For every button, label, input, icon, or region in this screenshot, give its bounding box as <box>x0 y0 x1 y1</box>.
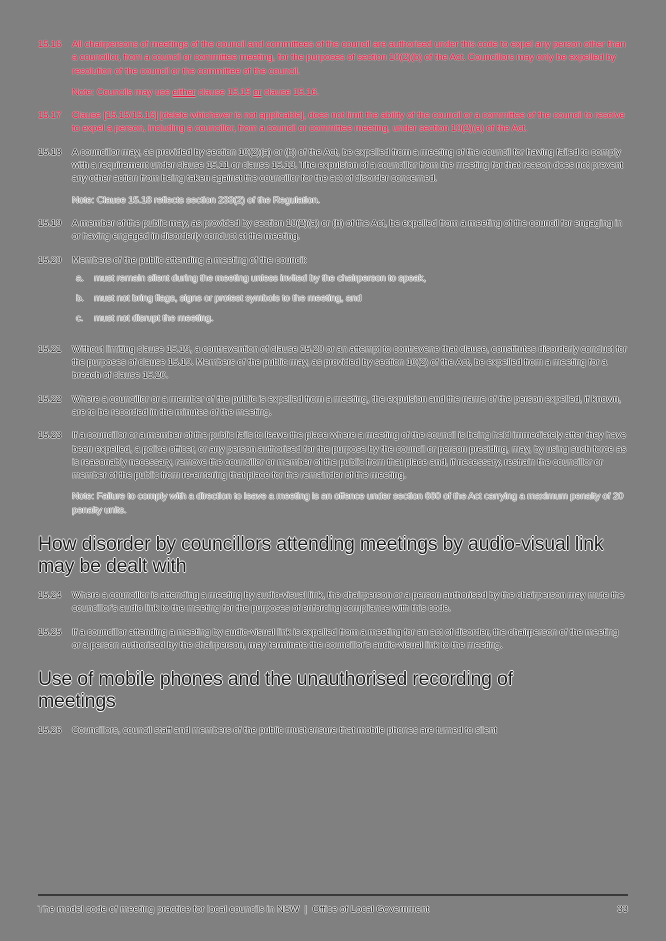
footer-divider <box>38 894 628 896</box>
clause-text: If a councillor attending a meeting by audio-visual link is expelled from a meeting for an act of disorder, the chairperson of the meeting or a person authorised by the chairperson, may terminate the councillor's audio-visual link to the meeting. <box>72 626 619 651</box>
clause-number: 15.23 <box>38 430 62 442</box>
clause-text: If a councillor or a member of the public fails to leave the place where a meeting of the council is being held immediately after they have been expelled, a police officer, or any person authorised for the purpose by the council or person presiding, may, by using such force as is reasonably necessary, remove the councillor or member of the public from that place and, if necessary, restrain the councillor or member of the public from re-entering that place for the remainder of the meeting. <box>72 430 627 482</box>
clause-text: Councillors, council staff and members of the public must ensure that mobile phones are turned to silent <box>72 725 497 737</box>
clause-15-17 <box>38 109 628 136</box>
clause-number: 15.19 <box>38 217 62 229</box>
clause-text: Clause [15.15/15.16] [delete whichever is not applicable], does not limit the ability of the council or a committee of the council to resolve to expel a person, including a councillor, from a council or committee meeting, under section 10(2)(a) of the Act. <box>72 110 625 135</box>
clause-text: A member of the public may, as provided by section 10(2)(a) or (b) of the Act, be expelled from a meeting of the council for engaging in or having engaged in disorderly conduct at the meeting. <box>72 217 623 243</box>
clause-number: 15.16 <box>38 39 62 50</box>
sub-list <box>72 272 628 326</box>
clause-15-20 <box>38 254 628 333</box>
clause-text: Members of the public attending a meeting of the council: <box>72 254 307 266</box>
clause-15-26 <box>38 724 628 737</box>
page-footer <box>38 894 628 915</box>
clause-15-16 <box>38 38 628 99</box>
page-number: 33 <box>617 904 628 915</box>
footer-title: The model code of meeting practice for local councils in NSW | Office of Local Government <box>38 904 430 915</box>
clause-text: Where a councillor or a member of the public is expelled from a meeting, the expulsion and the name of the person expelled, if known, are to be recorded in the minutes of the meeting. <box>72 393 622 418</box>
list-item: a. must remain silent during the meeting unless invited by the chairperson to speak, <box>76 272 426 284</box>
clause-note: Note: Clause 15.18 reflects section 233(2) of the Regulation. <box>72 194 320 206</box>
clause-text: Where a councillor is attending a meeting by audio-visual link, the chairperson or a person authorised by the chairperson may mute the councillor's audio link to the meeting for the purposes of enforcing compliance with this code. <box>72 590 625 615</box>
clause-number: 15.21 <box>38 343 62 355</box>
list-item: c. must not disrupt the meeting. <box>76 313 214 325</box>
document-page <box>38 38 628 748</box>
clause-15-18 <box>38 146 628 207</box>
list-item: b. must not bring flags, signs or protest symbols to the meeting, and <box>76 293 362 305</box>
clause-number: 15.18 <box>38 146 62 158</box>
clause-number: 15.20 <box>38 254 62 266</box>
clause-15-19 <box>38 217 628 244</box>
clause-number: 15.24 <box>38 590 62 602</box>
clause-note: Note: Councils may use either clause 15.15 or clause 15.16. <box>72 86 320 98</box>
clause-note: Note: Failure to comply with a direction to leave a meeting is an offence under section 660 of the Act carrying a maximum penalty of 20 penalty units. <box>72 491 624 516</box>
clause-15-24 <box>38 589 628 616</box>
clause-number: 15.25 <box>38 626 62 638</box>
clause-15-23 <box>38 429 628 517</box>
clause-number: 15.17 <box>38 110 62 122</box>
clause-15-21 <box>38 343 628 383</box>
clause-15-22 <box>38 393 628 420</box>
clause-number: 15.22 <box>38 393 62 405</box>
clause-15-25 <box>38 626 628 653</box>
section-heading-mobile-phones: Use of mobile phones and the unauthorised recording of meetings <box>38 668 513 713</box>
clause-text: Without limiting clause 15.19, a contravention of clause 15.20 or an attempt to contravene that clause, constitutes disorderly conduct for the purposes of clause 15.19. Members of the public may, as provided by section 10(2) of the Act, be expelled from a meeting for a breach of clause 15.20. <box>72 343 627 382</box>
clause-text: All chairpersons of meetings of the council and committees of the council are authorised under this code to expel any person other than a councillor, from a council or committee meeting, for the purposes of section 10(2)(b) of the Act. Councillors may only be expelled by resolution of the council or the committee of the council. <box>72 39 626 77</box>
section-heading-audio-visual: How disorder by councillors attending meetings by audio-visual link may be dealt with <box>38 533 604 578</box>
clause-number: 15.26 <box>38 725 62 737</box>
clause-text: A councillor may, as provided by section 10(2)(a) or (b) of the Act, be expelled from a meeting of the council for having failed to comply with a requirement under clause 15.11 or clause 15.13. The expulsion of a councillor from the meeting for that reason does not prevent any other action from being taken against the councillor for the act of disorder concerned. <box>72 146 623 185</box>
